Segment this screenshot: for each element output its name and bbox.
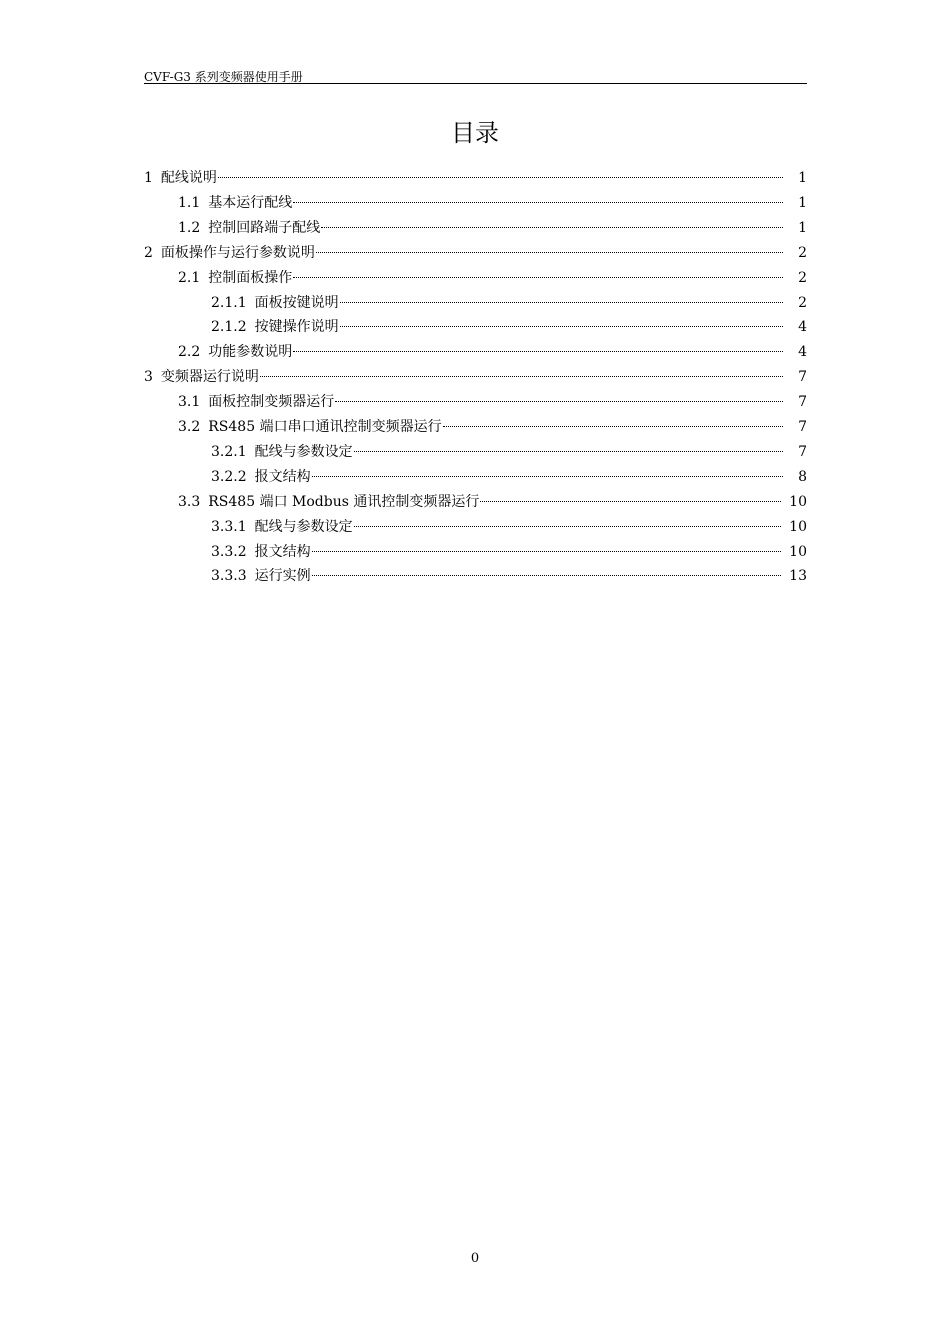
toc-entry-number: 1	[144, 170, 153, 186]
toc-entry-page: 2	[798, 294, 807, 311]
toc-entry-page: 7	[798, 394, 807, 411]
toc-entry[interactable]	[144, 267, 807, 289]
toc-entry-page: 7	[798, 419, 807, 435]
toc-entry-page: 2	[798, 269, 807, 286]
toc-dot-leader	[312, 575, 782, 576]
toc-entry[interactable]	[144, 366, 807, 388]
toc-dot-leader	[354, 451, 783, 452]
toc-dot-leader	[480, 501, 781, 502]
toc-dot-leader	[312, 551, 782, 552]
toc-entry-number: 2.1.1	[211, 294, 247, 311]
toc-entry-number: 2.1.2	[211, 319, 247, 336]
toc-entry-label: 报文结构	[254, 468, 311, 485]
toc-entry-page: 1	[798, 170, 807, 186]
toc-entry-label: 配线与参数设定	[254, 443, 353, 460]
toc-dot-leader	[354, 526, 782, 527]
toc-title: 目录	[451, 119, 499, 147]
toc-entry-number: 1.1	[178, 194, 201, 211]
toc-entry-number: 3.3.2	[211, 543, 247, 560]
toc-dot-leader	[335, 401, 783, 402]
toc-entry[interactable]	[144, 192, 807, 214]
toc-dot-leader	[218, 177, 783, 178]
toc-entry[interactable]	[144, 242, 807, 264]
toc-entry-page: 4	[798, 344, 807, 361]
toc-entry-number: 3.3.1	[211, 518, 247, 535]
toc-dot-leader	[321, 227, 783, 228]
toc-entry-label: 控制回路端子配线	[208, 219, 321, 236]
toc-entry-label: RS485 端口串口通讯控制变频器运行	[208, 419, 442, 435]
toc-entry[interactable]	[144, 341, 807, 363]
toc-entry-label: 面板按键说明	[254, 294, 339, 311]
toc-entry[interactable]	[144, 391, 807, 413]
toc-dot-leader	[293, 351, 783, 352]
toc-entry-page: 7	[798, 443, 807, 460]
toc-entry-label: 功能参数说明	[208, 344, 293, 361]
toc-entry-number: 3.2	[178, 419, 201, 435]
toc-entry[interactable]	[144, 565, 807, 587]
toc-entry[interactable]	[144, 167, 807, 189]
toc-entry[interactable]	[144, 541, 807, 563]
toc-entry-page: 10	[789, 518, 807, 535]
toc-entry-label: 配线说明	[160, 170, 217, 186]
toc-entry[interactable]	[144, 316, 807, 338]
header-title: CVF-G3 系列变频器使用手册	[144, 70, 303, 84]
toc-entry-number: 1.2	[178, 219, 201, 236]
toc-entry-label: 报文结构	[254, 543, 311, 560]
toc-entry-label: 基本运行配线	[208, 194, 293, 211]
toc-entry-number: 3.1	[178, 394, 201, 411]
toc-dot-leader	[293, 277, 783, 278]
toc-entry[interactable]	[144, 441, 807, 463]
toc-dot-leader	[312, 476, 783, 477]
toc-entry-label: 变频器运行说明	[160, 369, 259, 386]
toc-entry[interactable]	[144, 491, 807, 513]
toc-entry-number: 3	[144, 369, 153, 386]
toc-entry-label: 面板操作与运行参数说明	[160, 244, 315, 261]
toc-dot-leader	[443, 426, 783, 427]
toc-entry-page: 10	[789, 543, 807, 560]
toc-dot-leader	[340, 302, 783, 303]
toc-entry-page: 1	[798, 219, 807, 236]
toc-entry-page: 7	[798, 369, 807, 386]
toc-entry-number: 3.3	[178, 493, 201, 510]
toc-entry-number: 2.2	[178, 344, 201, 361]
page-number: 0	[470, 1251, 480, 1266]
header-rule	[144, 83, 807, 84]
toc-entry-label: RS485 端口 Modbus 通讯控制变频器运行	[208, 493, 480, 510]
toc-entry-page: 4	[798, 319, 807, 336]
toc-entry-label: 按键操作说明	[254, 319, 339, 336]
toc-entry[interactable]	[144, 466, 807, 488]
toc-dot-leader	[316, 252, 783, 253]
toc-entry[interactable]	[144, 416, 807, 438]
toc-entry-page: 10	[789, 493, 807, 510]
toc-entry-page: 8	[798, 468, 807, 485]
toc-entry[interactable]	[144, 516, 807, 538]
toc-entry-number: 3.2.1	[211, 443, 247, 460]
toc-dot-leader	[260, 376, 783, 377]
toc-entry-page: 1	[798, 194, 807, 211]
toc-entry[interactable]	[144, 292, 807, 314]
toc-entry-page: 13	[789, 568, 807, 585]
toc-entry-label: 运行实例	[254, 568, 311, 585]
toc-entry-number: 3.3.3	[211, 568, 247, 585]
toc-entry-number: 2	[144, 244, 153, 261]
toc-entry-label: 配线与参数设定	[254, 518, 353, 535]
toc-dot-leader	[293, 202, 783, 203]
toc-entry-page: 2	[798, 244, 807, 261]
toc-entry-number: 2.1	[178, 269, 201, 286]
toc-entry-number: 3.2.2	[211, 468, 247, 485]
toc-dot-leader	[340, 326, 783, 327]
toc-entry-label: 控制面板操作	[208, 269, 293, 286]
toc-entry-label: 面板控制变频器运行	[208, 394, 335, 411]
toc-entry[interactable]	[144, 217, 807, 239]
